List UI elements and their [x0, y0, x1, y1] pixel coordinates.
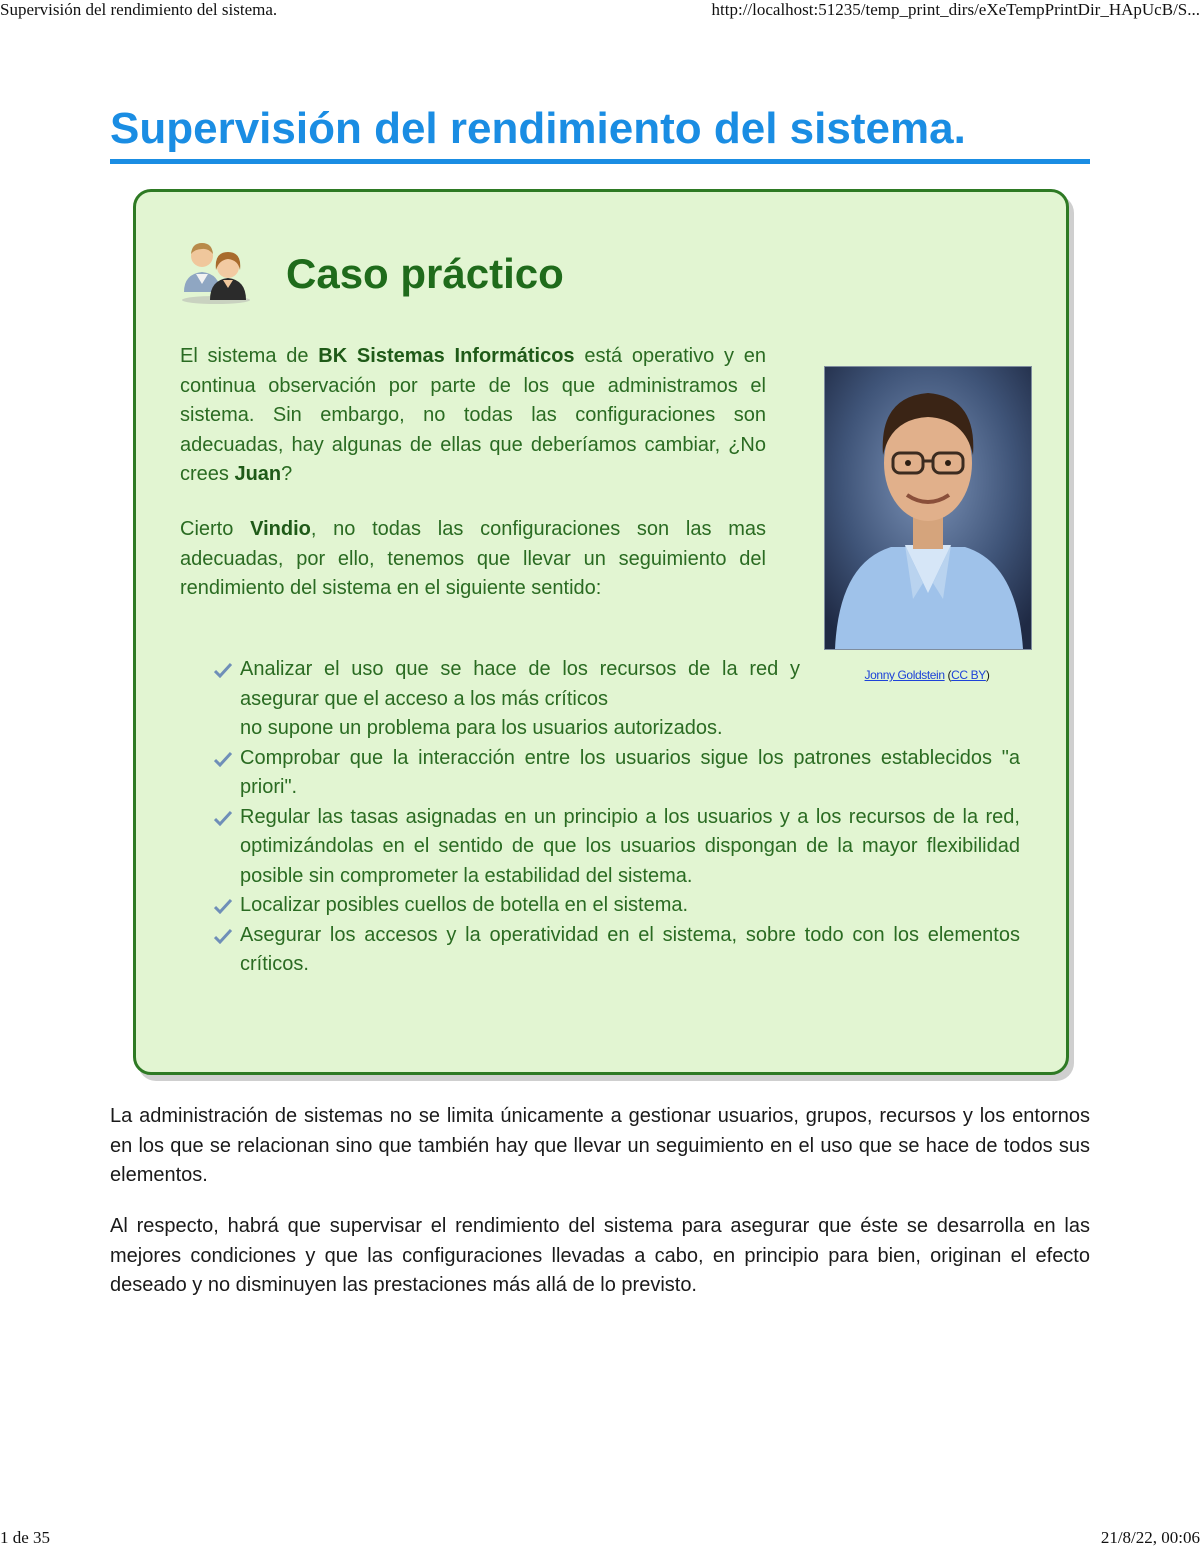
list-item	[214, 921, 1020, 980]
case-paragraph-1	[180, 342, 766, 490]
character-name-vindio: Vindio	[250, 518, 311, 540]
checkmark-icon	[214, 898, 232, 914]
case-heading: Caso práctico	[286, 250, 564, 297]
print-header-title: Supervisión del rendimiento del sistema.	[0, 0, 278, 19]
list-item-text: Comprobar que la interacción entre los usuarios sigue los patrones establecidos "a priori".	[240, 746, 1020, 798]
body-paragraph-1: La administración de sistemas no se limita únicamente a gestionar usuarios, grupos, recursos y los entornos en los que se relacionan sino que también hay que llevar un seguimiento en el uso que se hace de todos sus elementos.	[110, 1105, 1090, 1186]
checkmark-icon	[214, 751, 232, 767]
credit-open-paren: (	[944, 668, 952, 682]
case-paragraph-2-text: , no todas las configuraciones son las mas adecuadas, por ello, tenemos que llevar un seguimiento del rendimiento del sistema en el siguiente sentido:	[180, 518, 767, 599]
list-item	[214, 655, 800, 714]
case-paragraph-1-text: está operativo y en continua observación por parte de los que administramos el sistema. Sin embargo, no todas las configuraciones son adecuadas, hay algunas de ellas que deberíamos cambiar, ¿No crees	[180, 345, 766, 485]
list-item-text: Analizar el uso que se hace de los recursos de la red y asegurar que el acceso a los más críticos	[240, 658, 800, 710]
body-paragraph-2: Al respecto, habrá que supervisar el rendimiento del sistema para asegurar que éste se desarrolla en las mejores condiciones y que las configuraciones llevadas a cabo, en principio para bien, originan el efecto deseado y no disminuyen las prestaciones más allá de lo previsto.	[110, 1215, 1090, 1296]
page-title: Supervisión del rendimiento del sistema.	[110, 104, 966, 153]
list-item	[214, 803, 1020, 892]
case-paragraph-2	[180, 515, 766, 604]
title-underline	[110, 159, 1090, 164]
checkmark-icon	[214, 662, 232, 678]
license-link[interactable]: CC BY	[951, 668, 986, 682]
photo-author-link[interactable]: Jonny Goldstein	[864, 668, 945, 682]
credit-close-paren: )	[985, 668, 990, 682]
list-item-text: no supone un problema para los usuarios autorizados.	[240, 717, 723, 739]
list-item	[214, 891, 1020, 921]
case-paragraph-1-text: El sistema de	[180, 345, 319, 367]
case-paragraph-1-text: ?	[281, 463, 293, 485]
page-number: 1 de 35	[0, 1528, 51, 1547]
company-name: BK Sistemas Informáticos	[318, 345, 575, 367]
character-name-juan: Juan	[234, 463, 282, 485]
print-footer	[0, 1528, 1200, 1552]
list-item-text: Localizar posibles cuellos de botella en el sistema.	[240, 894, 689, 916]
list-item-continuation	[214, 714, 1020, 744]
check-list	[214, 655, 1020, 980]
checkmark-icon	[214, 810, 232, 826]
checkmark-icon	[214, 928, 232, 944]
two-people-icon	[180, 234, 252, 304]
case-paragraph-2-text: Cierto	[180, 518, 251, 540]
list-item-text: Asegurar los accesos y la operatividad en el sistema, sobre todo con los elementos críticos.	[240, 923, 1020, 975]
list-item-text: Regular las tasas asignadas en un principio a los usuarios y a los recursos de la red, optimizándolas en el sentido de que los usuarios dispongan de la mayor flexibilidad posible sin comprometer la estabilidad del sistema.	[240, 805, 1020, 887]
list-item	[214, 744, 1020, 803]
print-header	[0, 0, 1200, 24]
portrait-photo	[824, 366, 1032, 650]
print-datetime: 21/8/22, 00:06	[1100, 1528, 1200, 1547]
print-header-url: http://localhost:51235/temp_print_dirs/eXeTempPrintDir_HApUcB/S...	[711, 0, 1200, 19]
